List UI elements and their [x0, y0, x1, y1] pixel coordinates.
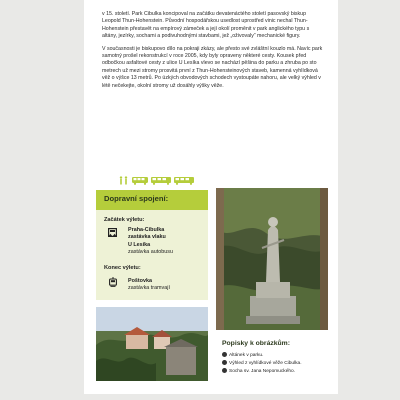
- caption-item: [222, 368, 295, 375]
- end-stop-type: zastávka tramvají: [128, 285, 170, 291]
- tram-icon: [109, 277, 117, 287]
- town-view-photo: [96, 307, 208, 381]
- caption-text-3: Socha sv. Jana Nepomuckého.: [229, 368, 296, 374]
- bus-icon: [132, 177, 148, 185]
- caption-text-2: Výhled z vyhlídkové věže Cibulka.: [229, 360, 302, 366]
- train-stop-icon: [108, 228, 117, 238]
- walkers-icon: [120, 176, 127, 184]
- start-title: Začátek výletu:: [104, 217, 145, 223]
- caption-item: [222, 360, 302, 367]
- caption-item: [222, 352, 263, 359]
- tram-icon: [174, 177, 194, 185]
- start-stop-name-2: U Lesíka: [128, 242, 151, 248]
- captions-title: Popisky k obrázkům:: [222, 340, 290, 347]
- start-stop-type-1: zastávka vlaku: [128, 234, 166, 240]
- caption-bullet: [222, 352, 227, 357]
- start-stop-type-2: zastávka autobusu: [128, 249, 173, 255]
- paragraph-1: v 15. století. Park Cibulka koncipoval na začátku devatenáctého století pasovský biskup Leopold Thun-Hohenstein. Původní hospodářskou usedlost uprostřed vinic nechal Thun-Hohenstein přestavět na empírový zámeček a její okolí proměnit v park anglického typu s altány, jezírky, sochami a podivuhodnými stavbami, jež „oživovaly“ mechanické figury.: [102, 11, 310, 40]
- transport-icons-strip: [118, 176, 198, 185]
- caption-bullet: [222, 368, 227, 373]
- end-title: Konec výletu:: [104, 265, 141, 271]
- body-text: [102, 11, 324, 90]
- start-stop-name-1: Praha-Cibulka: [128, 227, 165, 233]
- statue-photo: [216, 188, 328, 330]
- end-stop-name: Poštovka: [128, 278, 152, 284]
- paragraph-2: V současnosti je biskupovo dílo na pokraji zkázy, ale přesto své zvláštní kouzlo má. Navíc park samotný prošel rekonstrukcí v roce 2005, kdy byly opraveny některé cesty. Kousek před odbočkou asfaltové cesty z ulice U Lesíka vlevo se nachází pěšina do parku a zhruba po sto metrech už mezi stromy prosvitá první z Thun-Hohensteinových staveb, kamenná vyhlídková věž o výšce 13 metrů. Po úzkých obvodových schodech vystoupáte nahoru, ale velký výhled v létě nečekejte, okolní stromy už dosáhly výšky věže.: [102, 45, 323, 89]
- train-icon: [151, 177, 171, 185]
- caption-text-1: Altánek v parku.: [229, 352, 264, 358]
- transport-title: Dopravní spojení:: [104, 194, 169, 203]
- caption-bullet: [222, 360, 227, 365]
